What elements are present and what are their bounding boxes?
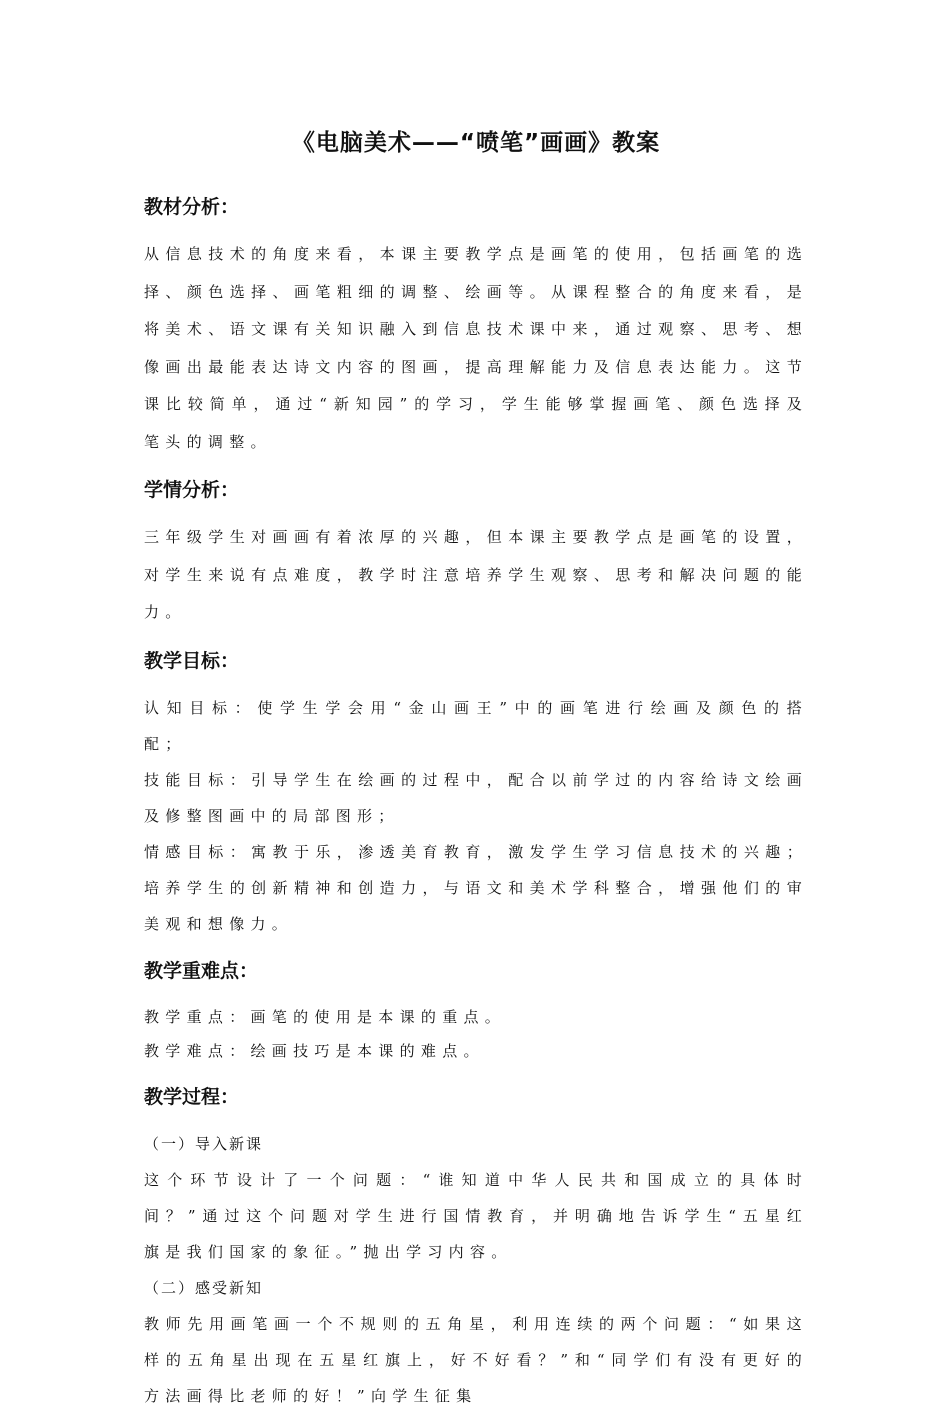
paragraph: 教师先用画笔画一个不规则的五角星，利用连续的两个问题：“如果这样的五角星出现在五星红旗上，好不好看？”和“同学们有没有更好的方法画得比老师的好！”向学生征集	[144, 1314, 808, 1405]
paragraph: 教学重点：画笔的使用是本课的重点。	[144, 1007, 507, 1026]
paragraph: 技能目标：引导学生在绘画的过程中，配合以前学过的内容给诗文绘画及修整图画中的局部图形；	[144, 770, 808, 825]
paragraph: 从信息技术的角度来看，本课主要教学点是画笔的使用，包括画笔的选择、颜色选择、画笔粗细的调整、绘画等。从课程整合的角度来看，是将美术、语文课有关知识融入到信息技术课中来，通过观察、思考、想像画出最能表达诗文内容的图画，提高理解能力及信息表达能力。这节课比较简单，通过“新知园”的学习，学生能够掌握画笔、颜色选择及笔头的调整。	[144, 245, 808, 451]
section-heading-process: 教学过程：	[144, 1085, 240, 1108]
paragraph: 情感目标：寓教于乐，渗透美育教育，激发学生学习信息技术的兴趣； 培养学生的创新精神和创造力，与语文和美术学科整合，增强他们的审美观和想像力。	[144, 842, 808, 933]
paragraph: 这个环节设计了一个问题：“谁知道中华人民共和国成立的具体时间？”通过这个问题对学生进行国情教育，并明确地告诉学生“五星红旗是我们国家的象征。”抛出学习内容。	[144, 1170, 808, 1261]
section-heading-objectives: 教学目标：	[144, 649, 240, 672]
document-page	[144, 123, 808, 1414]
paragraph: 三年级学生对画画有着浓厚的兴趣，但本课主要教学点是画笔的设置，对学生来说有点难度，教学时注意培养学生观察、思考和解决问题的能力。	[144, 528, 808, 621]
step-label: （一）导入新课	[144, 1134, 264, 1153]
document-title: 《电脑美术——“喷笔”画画》教案	[291, 130, 661, 156]
section-heading-materials: 教材分析：	[144, 196, 240, 218]
section-heading-key-points: 教学重难点：	[144, 959, 259, 982]
paragraph: 教学难点：绘画技巧是本课的难点。	[144, 1041, 485, 1060]
section-heading-students: 学情分析：	[144, 479, 240, 501]
step-label: （二）感受新知	[144, 1278, 264, 1297]
paragraph: 认知目标：使学生学会用“金山画王”中的画笔进行绘画及颜色的搭配；	[144, 698, 808, 753]
